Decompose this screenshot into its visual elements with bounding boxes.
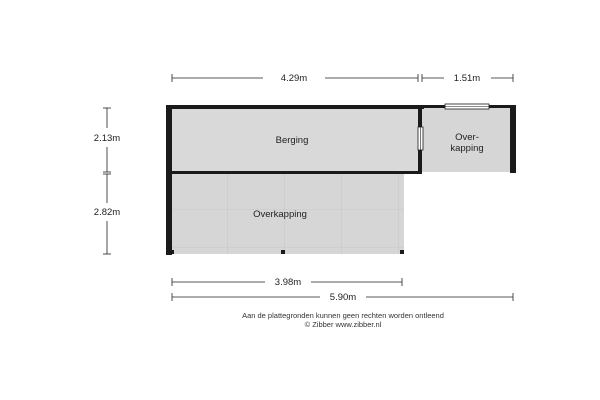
room-label-overkapping-main: Overkapping	[253, 209, 307, 220]
dim-bottom-inner-label: 3.98m	[274, 277, 302, 288]
footer-credit: © Zibber www.zibber.nl	[304, 320, 382, 329]
dim-bottom-total-label: 5.90m	[329, 292, 357, 303]
dim-top-left-label: 4.29m	[280, 73, 308, 84]
room-label-berging: Berging	[275, 135, 309, 146]
footer-disclaimer: Aan de plattegronden kunnen geen rechten worden ontleend	[242, 311, 444, 320]
room-label-overkapping-side-line2: kapping	[450, 143, 484, 154]
room-label-overkapping-side-line1: Over-	[455, 132, 479, 143]
dim-left-upper-label: 2.13m	[93, 133, 121, 144]
dim-left-lower-label: 2.82m	[93, 207, 121, 218]
dim-top-right-label: 1.51m	[453, 73, 481, 84]
window	[445, 104, 489, 109]
door	[418, 127, 423, 150]
